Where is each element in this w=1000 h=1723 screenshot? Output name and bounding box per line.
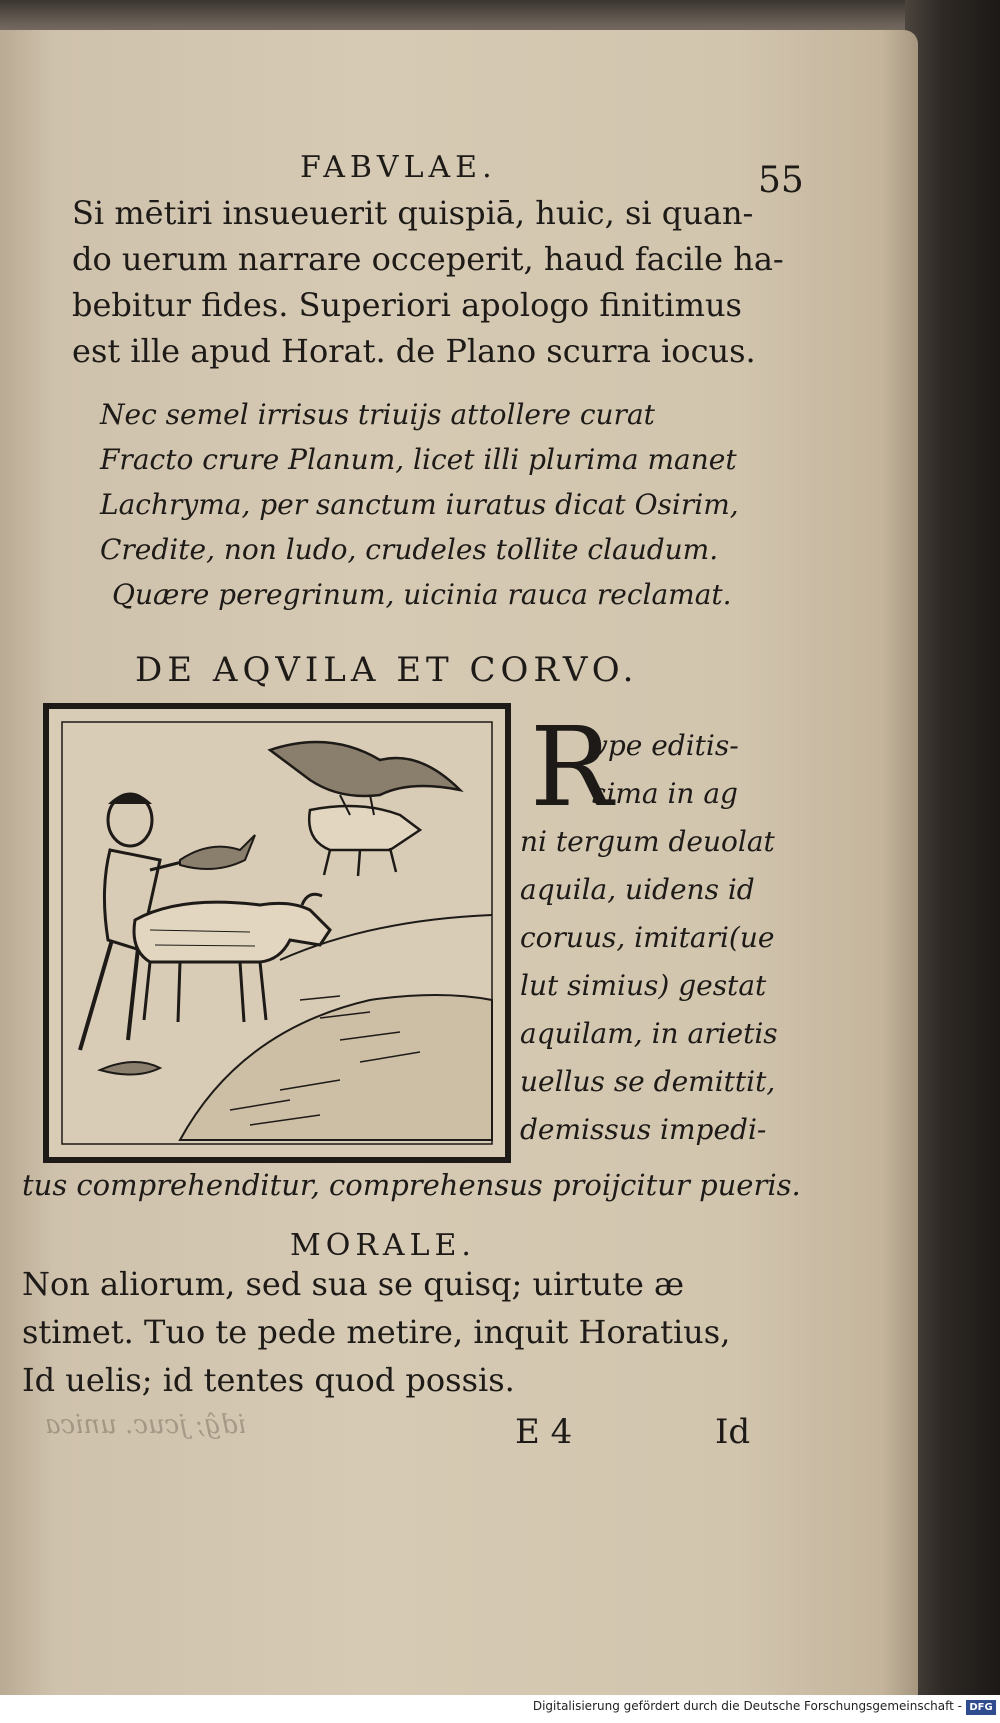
prose-line: do uerum narrare occeperit, haud facile ha-	[72, 240, 784, 278]
fable-line: sima in ag	[592, 777, 738, 810]
catchword: Id	[715, 1412, 751, 1452]
fable-title: DE AQVILA ET CORVO.	[135, 650, 639, 690]
prose-line: bebitur fides. Superiori apologo finitimus	[72, 286, 742, 324]
running-head: FABVLAE.	[300, 150, 497, 185]
verse-line: Lachryma, per sanctum iuratus dicat Osirim,	[100, 488, 739, 521]
fable-line: vpe editis-	[592, 729, 739, 762]
fable-line: aquilam, in arietis	[520, 1017, 778, 1050]
fable-line: aquila, uidens id	[520, 873, 755, 906]
page-number: 55	[758, 160, 804, 201]
prose-line: est ille apud Horat. de Plano scurra iocus.	[72, 332, 756, 370]
verse-line: Quære peregrinum, uicinia rauca reclamat.	[112, 578, 732, 611]
fable-line: lut simius) gestat	[520, 969, 767, 1002]
prose-paragraph	[72, 190, 812, 374]
fable-text	[520, 722, 790, 1154]
fable-line: ni tergum deuolat	[520, 825, 775, 858]
morale-text	[22, 1260, 767, 1404]
verse-line: Fracto crure Planum, licet illi plurima manet	[100, 443, 737, 476]
dfg-logo: DFG	[966, 1700, 996, 1715]
horace-verse-quote	[100, 392, 800, 617]
drop-cap-initial: R	[530, 703, 613, 831]
fable-line: uellus se demittit,	[520, 1065, 776, 1098]
morale-line: stimet. Tuo te pede metire, inquit Horatius,	[22, 1313, 731, 1351]
verse-line: Credite, non ludo, crudeles tollite claudum.	[100, 533, 719, 566]
fable-closing-line: tus comprehenditur, comprehensus proijcitur pueris.	[22, 1168, 801, 1202]
morale-title: MORALE.	[290, 1228, 476, 1263]
fable-line: coruus, imitari(ue	[520, 921, 775, 954]
verse-line: Nec semel irrisus triuijs attollere curat	[100, 398, 655, 431]
signature-mark: E 4	[515, 1412, 573, 1452]
morale-line: Id uelis; id tentes quod possis.	[22, 1361, 515, 1399]
woodcut-illustration	[40, 700, 514, 1166]
fable-line: demissus impedi-	[520, 1113, 767, 1146]
morale-line: Non aliorum, sed sua se quisq; uirtute æ	[22, 1265, 685, 1303]
prose-line: Si mētiri insueuerit quispiā, huic, si quan-	[72, 194, 754, 232]
bleed-through-text: idĝ; jcuc. unica	[45, 1410, 246, 1440]
digitization-note: Digitalisierung gefördert durch die Deutsche Forschungsgemeinschaft -	[532, 1699, 962, 1713]
book-binding-edge	[905, 0, 1000, 1723]
